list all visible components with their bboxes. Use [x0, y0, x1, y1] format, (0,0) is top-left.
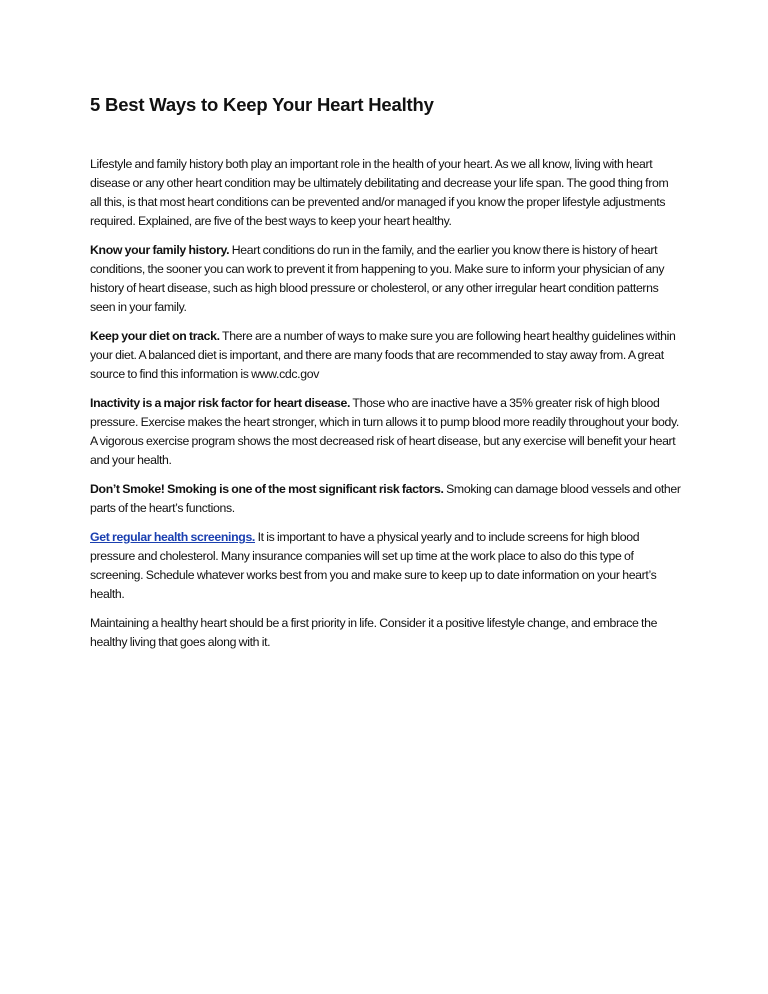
- section-screenings: [90, 528, 682, 604]
- section-body: Heart conditions do run in the family, and the earlier you know there is history of heart conditions, the sooner you can work to prevent it from happening to you. Make sure to inform your physician of any history of heart disease, such as high blood pressure or cholesterol, or any other irregular heart condition patterns seen in your family.: [90, 243, 665, 314]
- closing-paragraph: Maintaining a healthy heart should be a first priority in life. Consider it a positive lifestyle change, and embrace the healthy living that goes along with it.: [90, 616, 658, 649]
- document-title: 5 Best Ways to Keep Your Heart Healthy: [90, 94, 434, 115]
- section-lead: Keep your diet on track.: [90, 329, 220, 343]
- section-body: Smoking can damage blood vessels and other parts of the heart’s functions.: [90, 482, 681, 515]
- intro-paragraph: Lifestyle and family history both play an important role in the health of your heart. As we all know, living with heart disease or any other heart condition may be ultimately debilitating and decrease your life span. The good thing from all this, is that most heart conditions can be prevented and/or managed if you know the proper lifestyle adjustments required. Explained, are five of the best ways to keep your heart healthy.: [90, 157, 669, 228]
- section-smoking: [90, 480, 682, 518]
- section-diet: [90, 327, 682, 384]
- document-page: [90, 93, 682, 662]
- health-screenings-link[interactable]: Get regular health screenings.: [90, 530, 255, 544]
- section-body: Those who are inactive have a 35% greater risk of high blood pressure. Exercise makes the heart stronger, which in turn allows it to pump blood more readily throughout your body. A vigorous exercise program shows the most decreased risk of heart disease, but any exercise will benefit your heart and your health.: [90, 396, 679, 467]
- section-lead: Inactivity is a major risk factor for heart disease.: [90, 396, 351, 410]
- section-body: It is important to have a physical yearly and to include screens for high blood pressure and cholesterol. Many insurance companies will set up time at the work place to also do this type of screening. Schedule whatever works best from you and make sure to keep up to date information on your heart’s health.: [90, 530, 657, 601]
- section-lead: Know your family history.: [90, 243, 230, 257]
- section-body: There are a number of ways to make sure you are following heart healthy guidelines within your diet. A balanced diet is important, and there are many foods that are recommended to stay away from. A great source to find this information is www.cdc.gov: [90, 329, 676, 381]
- section-family-history: [90, 241, 682, 317]
- section-inactivity: [90, 394, 682, 470]
- section-lead: Don’t Smoke! Smoking is one of the most significant risk factors.: [90, 482, 444, 496]
